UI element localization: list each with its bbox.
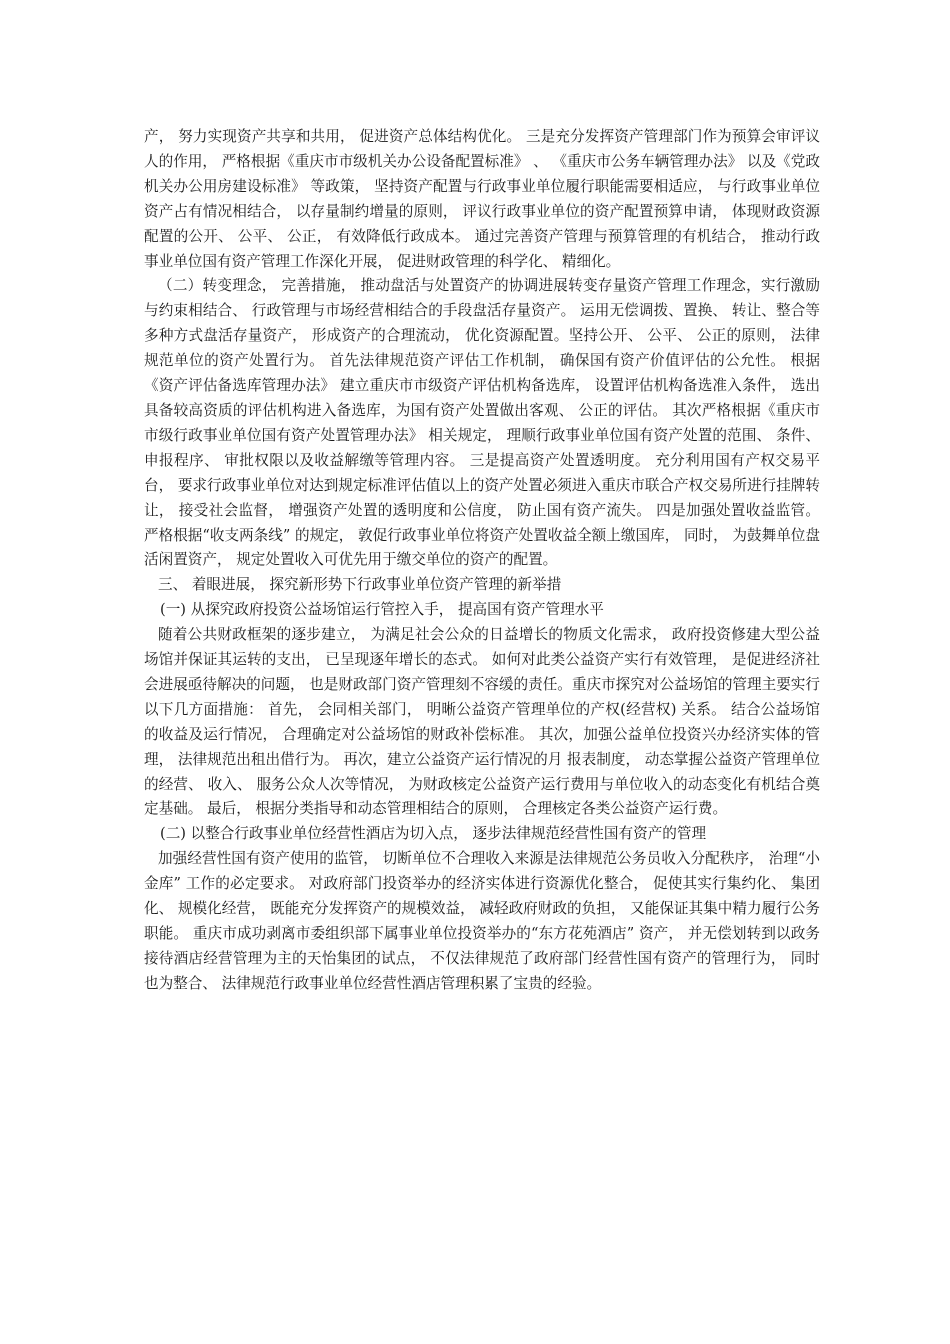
document-page xyxy=(144,125,820,997)
section-heading-three: 三、 着眼进展， 探究新形势下行政事业单位资产管理的新举措 xyxy=(158,576,562,594)
paragraph-public-venues: 随着公共财政框架的逐步建立， 为满足社会公众的日益增长的物质文化需求， 政府投资修建大型公益场馆并保证其运转的支出， 已呈现逐年增长的态式。 如何对此类公益资产实行有效管理， 是促进经济社会进展亟待解决的问题， 也是财政部门资产管理刻不容缓的责任。重庆市探究对公益场馆的管理主要实行以下几方面措施： 首先， 会同相关部门， 明晰公益资产管理单位的产权(经营权) 关系。 结合公益场馆的收益及运行情况， 合理确定对公益场馆的财政补偿标准。 其次，加强公益单位投资兴办经济实体的管理， 法律规范出租出借行为。 再次，建立公益资产运行情况的月 报表制度， 动态掌握公益资产管理单位的经营、 收入、 服务公众人次等情况， 为财政核定公益资产运行费用与单位收入的动态变化有机结合奠定基础。 最后， 根据分类指导和动态管理相结合的原则， 合理核定各类公益资产运行费。 xyxy=(144,626,820,818)
subheading-hotels: (二) 以整合行政事业单位经营性酒店为切入点， 逐步法律规范经营性国有资产的管理 xyxy=(160,825,707,843)
subheading-public-venues: (一) 从探究政府投资公益场馆运行管控入手， 提高国有资产管理水平 xyxy=(160,601,604,619)
paragraph-asset-disposal: （二）转变理念， 完善措施， 推动盘活与处置资产的协调进展转变存量资产管理工作理念，实行激励与约束相结合、 行政管理与市场经营相结合的手段盘活存量资产。 运用无偿调拨、置换、 转让、整合等多种方式盘活存量资产， 形成资产的合理流动， 优化资源配置。坚持公开、 公平、 公正的原则， 法律规范单位的资产处置行为。 首先法律规范资产评估工作机制， 确保国有资产价值评估的公允性。 根据《资产评估备选库管理办法》 建立重庆市市级资产评估机构备选库， 设置评估机构备选准入条件， 选出具备较高资质的评估机构进入备选库，为国有资产处置做出客观、 公正的评估。 其次严格根据《重庆市市级行政事业单位国有资产处置管理办法》 相关规定， 理顺行政事业单位国有资产处置的范围、 条件、 申报程序、 审批权限以及收益解缴等管理内容。 三是提高资产处置透明度。 充分利用国有产权交易平台， 要求行政事业单位对达到规定标准评估值以上的资产处置必须进入重庆市联合产权交易所进行挂牌转让， 接受社会监督， 增强资产处置的透明度和公信度， 防止国有资产流失。 四是加强处置收益监管。 严格根据“收支两条线” 的规定， 敦促行政事业单位将资产处置收益全额上缴国库， 同时， 为鼓舞单位盘活闲置资产， 规定处置收入可优先用于缴交单位的资产的配置。 xyxy=(144,277,820,569)
paragraph-hotels: 加强经营性国有资产使用的监管， 切断单位不合理收入来源是法律规范公务员收入分配秩序， 治理“小金库” 工作的必定要求。 对政府部门投资举办的经济实体进行资源优化整合， 促使其实行集约化、 集团化、 规模化经营， 既能充分发挥资产的规模效益， 减轻政府财政的负担， 又能保证其集中精力履行公务职能。 重庆市成功剥离市委组织部下属事业单位投资举办的“东方花苑酒店” 资产， 并无偿划转到以政务接待酒店经营管理为主的天怡集团的试点， 不仅法律规范了政府部门经营性国有资产的管理行为， 同时也为整合、 法律规范行政事业单位经营性酒店管理积累了宝贵的经验。 xyxy=(144,850,820,992)
paragraph-asset-config: 产， 努力实现资产共享和共用， 促进资产总体结构优化。 三是充分发挥资产管理部门作为预算会审评议人的作用， 严格根据《重庆市市级机关办公设备配置标准》 、 《重庆市公务车辆管理办法》 以及《党政机关办公用房建设标准》 等政策， 坚持资产配置与行政事业单位履行职能需要相适应， 与行政事业单位资产占有情况相结合， 以存量制约增量的原则， 评议行政事业单位的资产配置预算申请， 体现财政资源配置的公开、 公平、 公正， 有效降低行政成本。 通过完善资产管理与预算管理的有机结合， 推动行政事业单位国有资产管理工作深化开展， 促进财政管理的科学化、 精细化。 xyxy=(144,128,820,270)
